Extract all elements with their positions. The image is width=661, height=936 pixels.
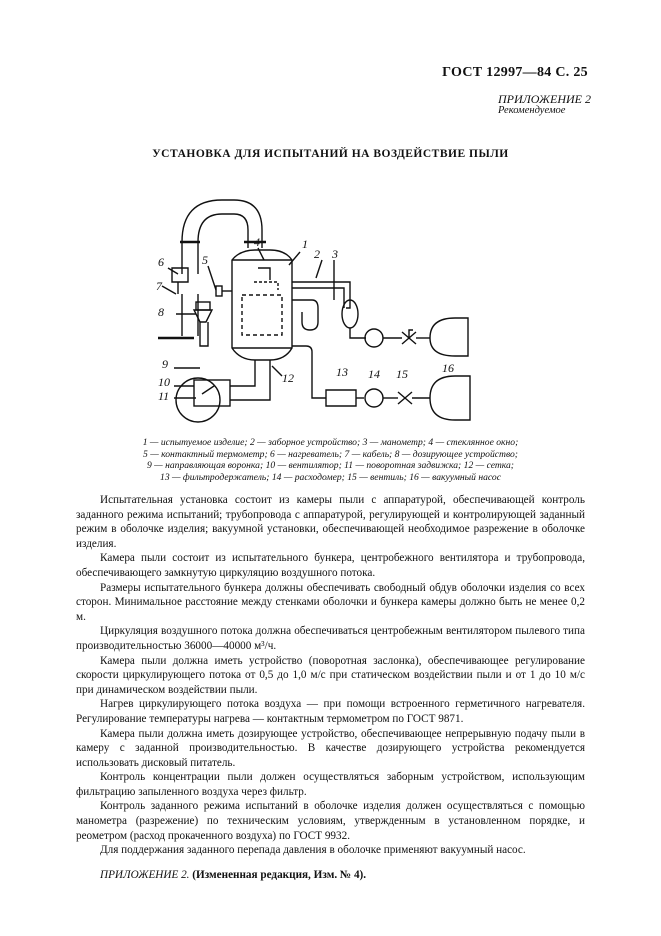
callout-8: 8 xyxy=(158,305,164,319)
callout-13: 13 xyxy=(336,365,348,379)
callout-3: 3 xyxy=(332,247,338,261)
paragraph: Для поддержания заданного перепада давления в оболочке применяют вакуумный насос. xyxy=(100,844,526,857)
amendment-note xyxy=(76,868,585,883)
pump-2 xyxy=(430,376,470,420)
appendix-label: ПРИЛОЖЕНИЕ 2 xyxy=(498,92,591,106)
paragraph: Испытательная установка состоит из камеры пыли с аппаратурой, обеспечивающей контроль заданного режима испытаний; трубопровода с аппаратурой, регулирующей и контролирующей заданный режим в оболочке изделия; вакуумной установки, обеспечивающей необходимое разрежение в оболочке изделия. xyxy=(76,494,585,550)
legend-line: 13 — фильтродержатель; 14 — расходомер; 15 — вентиль; 16 — вакуумный насос xyxy=(160,471,501,483)
callout-14: 14 xyxy=(368,367,380,381)
legend-line: 5 — контактный термометр; 6 — нагреватель; 7 — кабель; 8 — дозирующее устройство; xyxy=(143,448,518,460)
callout-7: 7 xyxy=(156,279,162,293)
legend-line: 9 — направляющая воронка; 10 — вентилятор; 11 — поворотная задвижка; 12 — сетка; xyxy=(146,460,515,472)
callout-16: 16 xyxy=(442,361,454,375)
paragraph: Камера пыли состоит из испытательного бункера, центробежного вентилятора и трубопровода, обеспечивающего замкнутую циркуляцию воздушного потока. xyxy=(76,552,585,579)
callout-15: 15 xyxy=(396,367,408,381)
paragraph: Камера пыли должна иметь устройство (поворотная заслонка), обеспечивающее регулирование скорости циркулирующего потока от 0,5 до 1,0 м/с при статическом воздействии пыли и от 1 до 10 м/с при динамическом воздействии пыли. xyxy=(76,654,585,696)
flowmeter xyxy=(365,389,383,407)
callout-4: 4 xyxy=(254,235,260,249)
body-text xyxy=(76,493,585,882)
paragraph: Контроль концентрации пыли должен осуществляться заборным устройством, использующим фильтрацию запыленного воздуха через фильтр. xyxy=(76,771,585,798)
paragraph: Циркуляция воздушного потока должна обеспечиваться центробежным вентилятором пылевого типа производительностью 36000—40000 м³/ч. xyxy=(76,625,585,652)
gauge-1 xyxy=(365,329,383,347)
legend-line: 1 — испытуемое изделие; 2 — заборное устройство; 3 — манометр; 4 — стеклянное окно; xyxy=(142,437,519,448)
section-title: УСТАНОВКА ДЛЯ ИСПЫТАНИЙ НА ВОЗДЕЙСТВИЕ ПЫЛИ xyxy=(152,148,509,160)
fan xyxy=(176,378,220,422)
test-product xyxy=(242,295,282,335)
paragraph: Нагрев циркулирующего потока воздуха — при помощи встроенного герметичного нагревателя. Регулирование температуры нагрева — контактным термометром по ГОСТ 9871. xyxy=(76,698,585,725)
valve-2 xyxy=(398,392,412,404)
recommended-label: Рекомендуемое xyxy=(498,105,566,116)
callout-6: 6 xyxy=(158,255,164,269)
page-header: ГОСТ 12997—84 С. 25 xyxy=(442,65,588,80)
pump-1 xyxy=(430,318,468,356)
amendment-text: (Измененная редакция, Изм. № 4). xyxy=(192,868,367,881)
dust-chamber xyxy=(232,250,292,360)
heater xyxy=(172,268,188,282)
dosing-device xyxy=(194,310,212,322)
callout-10: 10 xyxy=(158,375,170,389)
callout-5: 5 xyxy=(202,253,208,267)
paragraph: Камера пыли должна иметь дозирующее устройство, обеспечивающее непрерывную подачу пыли в камеру с заданной производительностью. В качестве дозирующего устройства рекомендуется использовать дисковый питатель. xyxy=(76,727,585,769)
apparatus-diagram xyxy=(150,190,510,430)
callout-11: 11 xyxy=(158,389,170,403)
paragraph: Размеры испытательного бункера должны обеспечивать свободный обдув оболочки изделия со всех сторон. Минимальное расстояние между стенками оболочки и бункера камеры должно быть не менее 0,2 м. xyxy=(76,581,585,623)
callout-12: 12 xyxy=(282,371,294,385)
apparatus-drawing xyxy=(150,190,510,430)
amendment-label: ПРИЛОЖЕНИЕ 2. xyxy=(100,868,190,881)
callout-1: 1 xyxy=(302,237,308,251)
callout-9: 9 xyxy=(162,357,168,371)
callout-2: 2 xyxy=(314,247,320,261)
paragraph: Контроль заданного режима испытаний в оболочке изделия должен осуществляться с помощью манометра (разрежение) по техническим условиям, утвержденным в установленном порядке, и реометром (расход прокаченного воздуха) по ГОСТ 9932. xyxy=(76,800,585,842)
filter-holder xyxy=(326,390,356,406)
valve-1 xyxy=(402,330,416,344)
figure-legend xyxy=(80,437,581,483)
